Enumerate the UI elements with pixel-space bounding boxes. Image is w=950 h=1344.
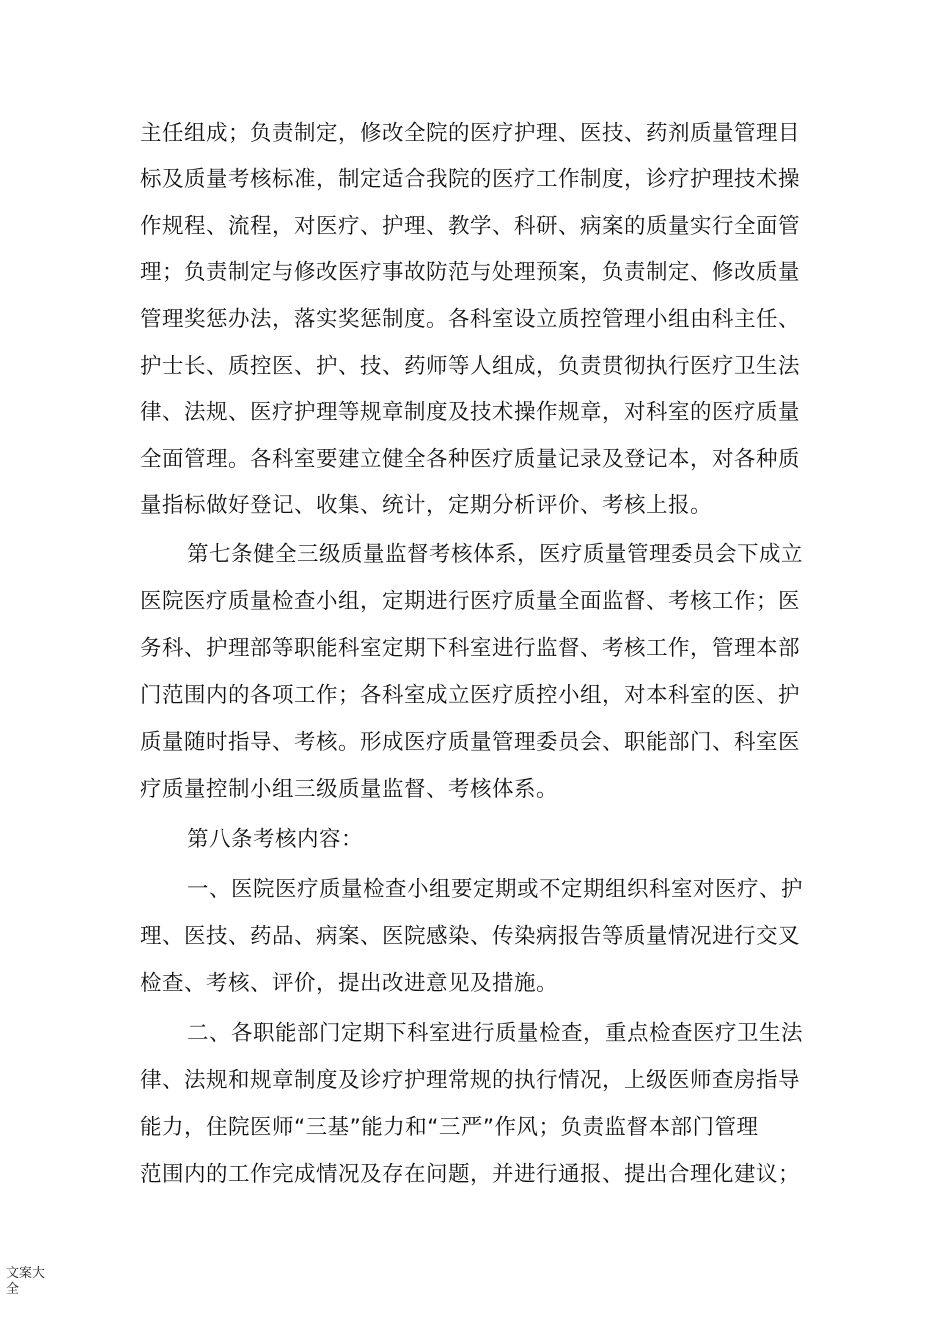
text-line: 主任组成；负责制定，修改全院的医疗护理、医技、药剂质量管理目 [140, 121, 801, 146]
paragraph-start-line: 第七条健全三级质量监督考核体系，医疗质量管理委员会下成立 [187, 542, 804, 567]
page-footer [6, 1266, 50, 1298]
text-line: 门范围内的各项工作；各科室成立医疗质控小组，对本科室的医、护 [140, 683, 801, 708]
footer-line: 文案大 [6, 1266, 46, 1281]
text-line: 量指标做好登记、收集、统计，定期分析评价、考核上报。 [140, 493, 713, 518]
text-line: 理；负责制定与修改医疗事故防范与处理预案，负责制定、修改质量 [140, 260, 801, 285]
text-line: 全面管理。各科室要建立健全各种医疗质量记录及登记本，对各种质 [140, 447, 801, 472]
text-line: 律、法规和规章制度及诊疗护理常规的执行情况，上级医师查房指导 [140, 1068, 801, 1093]
text-line: 能力，住院医师“三基”能力和“三严”作风；负责监督本部门管理 [140, 1115, 759, 1140]
section-heading: 第八条考核内容： [187, 827, 364, 852]
text-line: 务科、护理部等职能科室定期下科室进行监督、考核工作，管理本部 [140, 636, 801, 661]
text-line: 护士长、质控医、护、技、药师等人组成，负责贯彻执行医疗卫生法 [140, 354, 801, 379]
paragraph-start-line: 二、各职能部门定期下科室进行质量检查，重点检查医疗卫生法 [187, 1021, 804, 1046]
text-line: 检查、考核、评价，提出改进意见及措施。 [140, 971, 559, 996]
text-line: 理、医技、药品、病案、医院感染、传染病报告等质量情况进行交叉 [140, 924, 801, 949]
footer-line: 全 [6, 1282, 20, 1297]
text-line: 作规程、流程，对医疗、护理、教学、科研、病案的质量实行全面管 [140, 214, 801, 239]
text-line: 律、法规、医疗护理等规章制度及技术操作规章，对科室的医疗质量 [140, 400, 801, 425]
text-line: 标及质量考核标准，制定适合我院的医疗工作制度，诊疗护理技术操 [140, 167, 801, 192]
paragraph-start-line: 一、医院医疗质量检查小组要定期或不定期组织科室对医疗、护 [187, 877, 804, 902]
text-line: 医院医疗质量检查小组，定期进行医疗质量全面监督、考核工作；医 [140, 589, 801, 614]
text-line: 质量随时指导、考核。形成医疗质量管理委员会、职能部门、科室医 [140, 730, 801, 755]
text-line: 管理奖惩办法，落实奖惩制度。各科室设立质控管理小组由科主任、 [140, 307, 801, 332]
text-line: 疗质量控制小组三级质量监督、考核体系。 [140, 777, 559, 802]
text-line: 范围内的工作完成情况及存在问题，并进行通报、提出合理化建议； [140, 1162, 801, 1187]
